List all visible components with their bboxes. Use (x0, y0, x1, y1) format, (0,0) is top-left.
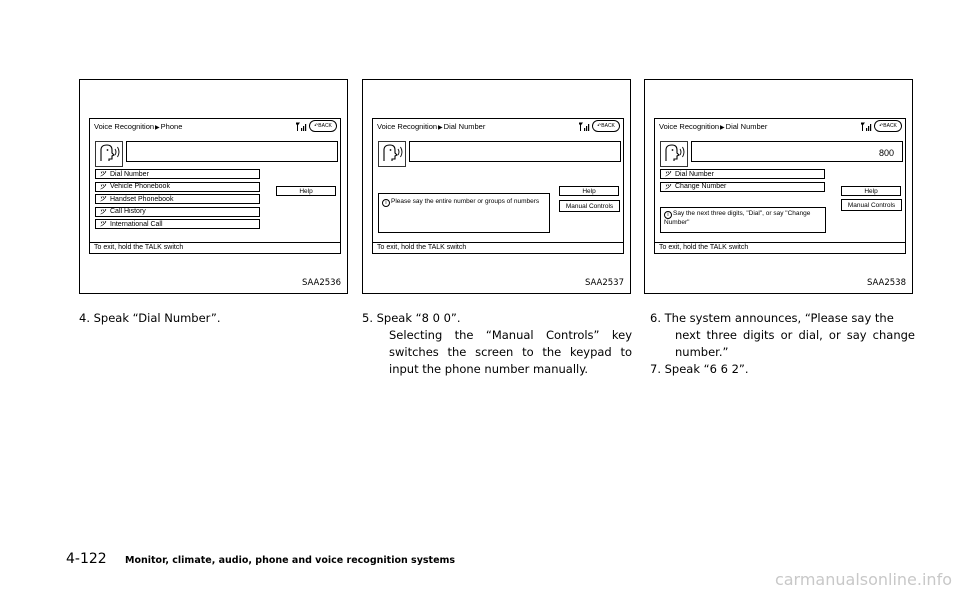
back-button[interactable]: ↶ BACK (874, 120, 902, 132)
screen-3 (654, 118, 906, 254)
command-list (95, 169, 260, 232)
menu-item-international-call[interactable]: ツ International Call (95, 219, 260, 229)
step-6-heading: 6. The system announces, “Please say the (650, 311, 894, 325)
menu-item-change-number[interactable]: ツ Change Number (660, 182, 825, 192)
voice-face-icon (660, 141, 688, 167)
figure-panel-2 (362, 79, 631, 294)
figure-code: SAA2538 (866, 278, 906, 288)
voice-command-icon: ツ (99, 208, 105, 216)
arrow-right-icon: ▶ (720, 125, 725, 131)
menu-item-call-history[interactable]: ツ Call History (95, 207, 260, 217)
number-display (409, 141, 621, 162)
page-number: 4-122 (66, 551, 107, 567)
step-6-body: next three digits or dial, or say change number.” (675, 328, 915, 359)
number-display (126, 141, 338, 162)
info-icon: i (664, 211, 672, 219)
help-button[interactable]: Help (841, 186, 901, 196)
back-arrow-icon: ↶ (314, 123, 319, 129)
number-display: 800 (691, 141, 903, 162)
back-arrow-icon: ↶ (597, 123, 602, 129)
figure-panel-1 (79, 79, 348, 294)
section-title: Monitor, climate, audio, phone and voice recognition systems (125, 555, 456, 566)
step-5 (362, 310, 632, 378)
voice-face-icon (95, 141, 123, 167)
step-6 (650, 310, 915, 361)
menu-item-vehicle-phonebook[interactable]: ツ Vehicle Phonebook (95, 182, 260, 192)
back-arrow-icon: ↶ (879, 123, 884, 129)
breadcrumb: Voice Recognition▶Phone (94, 122, 183, 131)
step-4: 4. Speak “Dial Number”. (79, 311, 221, 325)
figure-panel-3 (644, 79, 913, 294)
menu-item-dial-number[interactable]: ツ Dial Number (95, 169, 260, 179)
arrow-right-icon: ▶ (438, 125, 443, 131)
voice-command-icon: ツ (99, 171, 105, 178)
manual-controls-button[interactable]: Manual Controls (841, 199, 902, 211)
signal-icon (579, 121, 591, 131)
voice-command-icon: ツ (664, 171, 670, 178)
command-list (660, 169, 825, 194)
figure-code: SAA2536 (301, 278, 341, 288)
prompt-message: i Say the next three digits, "Dial", or say "Change Number" (660, 207, 826, 233)
watermark: carmanualsonline.info (774, 570, 952, 589)
menu-item-handset-phonebook[interactable]: ツ Handset Phonebook (95, 194, 260, 204)
figure-code: SAA2537 (584, 278, 624, 288)
menu-item-dial-number[interactable]: ツ Dial Number (660, 169, 825, 179)
voice-command-icon: ツ (99, 196, 105, 203)
prompt-message: i Please say the entire number or groups of numbers (378, 193, 550, 233)
voice-face-icon (378, 141, 406, 167)
help-button[interactable]: Help (276, 186, 336, 196)
screen-2 (372, 118, 624, 254)
back-button[interactable]: ↶ BACK (592, 120, 620, 132)
voice-command-icon: ツ (664, 183, 670, 191)
help-button[interactable]: Help (559, 186, 619, 196)
signal-icon (861, 121, 873, 131)
exit-hint: To exit, hold the TALK switch (90, 242, 340, 253)
arrow-right-icon: ▶ (155, 125, 160, 131)
manual-controls-button[interactable]: Manual Controls (559, 200, 620, 212)
step-7: 7. Speak “6 6 2”. (650, 362, 749, 376)
signal-icon (296, 121, 308, 131)
back-button[interactable]: ↶ BACK (309, 120, 337, 132)
voice-command-icon: ツ (99, 221, 105, 228)
info-icon: i (382, 199, 390, 207)
step-5-heading: 5. Speak “8 0 0”. (362, 311, 461, 325)
breadcrumb: Voice Recognition▶Dial Number (377, 122, 486, 131)
screen-1 (89, 118, 341, 254)
exit-hint: To exit, hold the TALK switch (655, 242, 905, 253)
step-5-body: Selecting the “Manual Controls” key switches the screen to the keypad to input the phone number manually. (389, 328, 632, 376)
voice-command-icon: ツ (99, 183, 105, 191)
exit-hint: To exit, hold the TALK switch (373, 242, 623, 253)
breadcrumb: Voice Recognition▶Dial Number (659, 122, 768, 131)
